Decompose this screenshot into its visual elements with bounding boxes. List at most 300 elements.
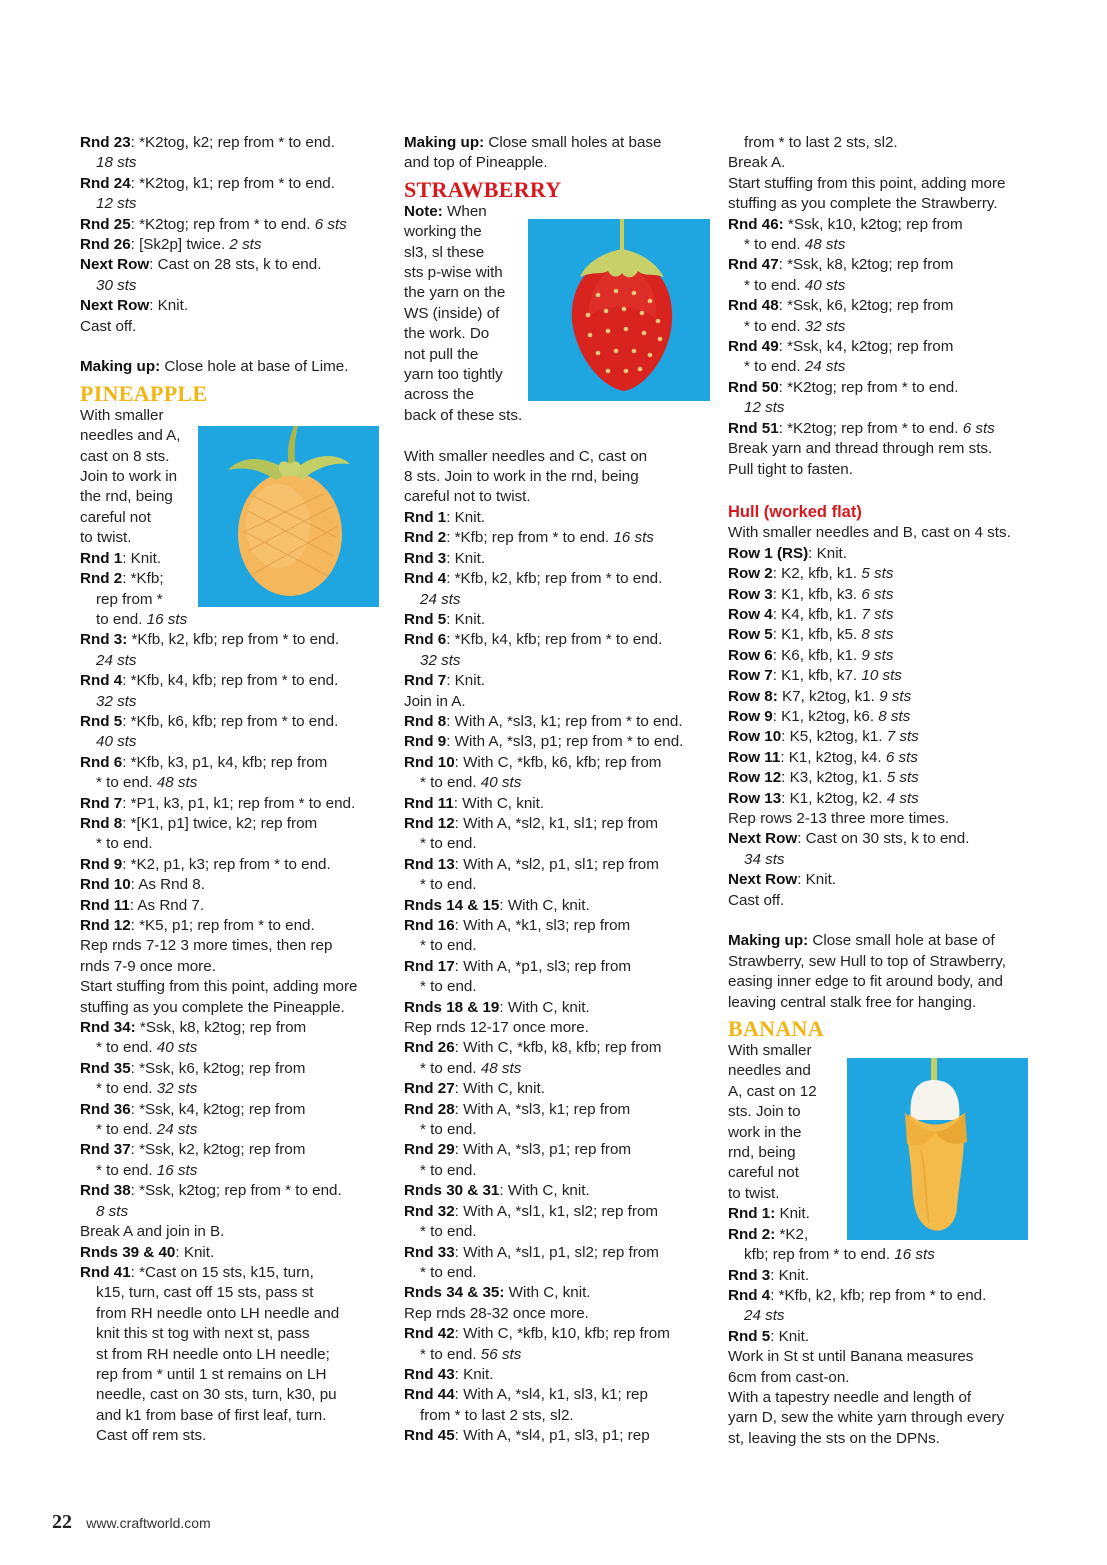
line-label: Rnd 12 — [80, 917, 131, 935]
pattern-line — [80, 610, 392, 630]
line-label: Rnd 4 — [80, 672, 123, 690]
line-label: Rnd 47 — [728, 256, 779, 274]
line-label: Row 6 — [728, 646, 773, 664]
pattern-line — [80, 406, 392, 426]
pattern-line — [728, 993, 1038, 1013]
line-text: careful not — [728, 1164, 799, 1182]
line-label: Rnd 3 — [728, 1266, 771, 1284]
line-text: With smaller needles and C, cast on — [404, 447, 648, 465]
line-text: : With C, *kfb, k10, kfb; rep from — [454, 1325, 670, 1343]
pattern-line — [728, 1327, 1038, 1347]
line-text: : Knit. — [770, 1327, 810, 1345]
line-text: sts p-wise with — [404, 264, 503, 282]
line-text: Join to work in — [80, 468, 178, 486]
pattern-line — [404, 896, 714, 916]
line-text: 6cm from cast-on. — [728, 1368, 850, 1386]
line-text: : With A, *k1, sl3; rep from — [454, 917, 631, 935]
line-text: : With C, knit. — [499, 896, 590, 914]
pattern-line — [80, 317, 392, 337]
line-text: : *K2tog, k2; rep from * to end. — [130, 134, 335, 151]
stitch-count: 2 sts — [229, 236, 262, 254]
line-text: : As Rnd 8. — [130, 876, 205, 894]
line-text: With smaller needles and B, cast on 4 sts. — [728, 524, 1011, 542]
line-text: * to end. — [420, 876, 477, 894]
line-text: A, cast on 12 — [728, 1082, 817, 1100]
line-text: : *K2tog; rep from * to end. — [130, 215, 315, 233]
pattern-line — [404, 916, 714, 936]
stitch-count: 40 sts — [804, 276, 846, 294]
line-text: : With C, knit. — [499, 1182, 590, 1200]
line-text: : Knit. — [770, 1266, 810, 1284]
line-text: yarn D, sew the white yarn through every — [728, 1409, 1005, 1427]
line-label: Rnd 1 — [404, 508, 447, 526]
line-text: Close small holes at base — [484, 134, 662, 151]
line-text: : With A, *sl3, k1; rep from — [454, 1100, 631, 1118]
line-text: : K1, kfb, k7. — [772, 667, 862, 685]
pattern-line — [404, 936, 714, 956]
line-text: : *Kfb, k2, kfb; rep from * to end. — [446, 570, 663, 588]
line-text: : With A, *sl3, k1; rep from * to end. — [446, 712, 683, 730]
line-text: : With A, *sl4, k1, sl3, k1; rep — [454, 1386, 648, 1404]
subsection-heading: Hull (worked flat) — [728, 503, 862, 522]
pattern-line — [728, 585, 1038, 605]
line-text: leaving central stalk free for hanging. — [728, 993, 977, 1011]
line-text: Rep rnds 7-12 3 more times, then rep — [80, 937, 333, 955]
pattern-line — [404, 671, 714, 691]
line-text: stuffing as you complete the Strawberry. — [728, 195, 998, 213]
line-label: Rnd 5 — [404, 610, 447, 628]
pattern-line — [80, 1202, 392, 1222]
line-text: Break yarn and thread through rem sts. — [728, 440, 993, 458]
pattern-line — [404, 487, 714, 507]
pattern-line — [728, 829, 1038, 849]
line-label: Rnd 48 — [728, 297, 779, 315]
line-text: : K5, k2tog, k1. — [781, 728, 887, 746]
pattern-line — [80, 630, 392, 650]
pattern-line — [728, 1245, 1038, 1265]
line-text: to twist. — [80, 529, 132, 547]
line-label: Rnd 4 — [404, 570, 447, 588]
pattern-line — [80, 1345, 392, 1365]
pattern-line — [728, 337, 1038, 357]
line-text: : Knit. — [175, 1243, 215, 1261]
line-label: Row 1 (RS) — [728, 544, 809, 562]
stitch-count: 24 sts — [420, 590, 461, 608]
pattern-line — [80, 215, 392, 235]
stitch-count: 32 sts — [156, 1080, 198, 1098]
line-label: Rnd 49 — [728, 338, 779, 356]
pattern-line — [404, 133, 714, 153]
line-label: Rnd 11 — [404, 794, 454, 812]
line-label: Rnd 13 — [404, 855, 455, 873]
line-text: : K1, k2tog, k6. — [772, 707, 879, 725]
line-text: * to end. — [96, 835, 153, 853]
line-label: Rnd 10 — [404, 753, 455, 771]
stitch-count: 10 sts — [861, 667, 902, 685]
line-text: : Cast on 28 sts, k to end. — [149, 256, 322, 274]
line-text: k15, turn, cast off 15 sts, pass st — [96, 1284, 314, 1302]
line-text: : With C, *kfb, k8, kfb; rep from — [454, 1039, 662, 1057]
line-label: Rnd 8 — [80, 814, 123, 832]
line-label: Row 4 — [728, 605, 773, 623]
column-right — [728, 133, 1038, 1449]
line-text: : With A, *sl3, p1; rep from — [454, 1141, 632, 1159]
line-label: Rnd 44 — [404, 1386, 455, 1404]
line-text: When — [442, 202, 487, 220]
line-label: Rnd 6 — [404, 631, 447, 649]
line-label: Rnd 12 — [404, 814, 455, 832]
line-text: : As Rnd 7. — [129, 896, 205, 914]
pattern-line — [80, 1038, 392, 1058]
line-text: : *Kfb, k3, p1, k4, kfb; rep from — [122, 753, 328, 771]
stitch-count: 32 sts — [96, 692, 137, 710]
pattern-line — [404, 1140, 714, 1160]
line-text: With smaller — [728, 1042, 812, 1060]
stitch-count: 48 sts — [804, 236, 846, 254]
line-text: st from RH needle onto LH needle; — [96, 1345, 330, 1363]
stitch-count: 4 sts — [886, 789, 919, 807]
line-text: : K6, kfb, k1. — [772, 646, 862, 664]
pattern-line — [728, 419, 1038, 439]
pattern-line — [728, 891, 1038, 911]
line-text: kfb; rep from * to end. — [744, 1246, 895, 1264]
line-text: : *Kfb, k6, kfb; rep from * to end. — [122, 712, 339, 730]
line-text: With smaller — [80, 406, 164, 424]
line-text: the work. Do — [404, 325, 490, 343]
stitch-count: 16 sts — [156, 1161, 198, 1179]
line-text: : *K2, p1, k3; rep from * to end. — [122, 855, 331, 873]
line-text: Join in A. — [404, 692, 466, 710]
pattern-line — [404, 998, 714, 1018]
pattern-line — [728, 1266, 1038, 1286]
pattern-line — [728, 357, 1038, 377]
line-label: Rnd 7 — [404, 672, 447, 690]
pattern-line — [404, 1324, 714, 1344]
line-text: : With A, *sl1, k1, sl2; rep from — [454, 1202, 659, 1220]
pattern-line — [728, 870, 1038, 890]
pattern-line — [404, 590, 714, 610]
line-text: WS (inside) of — [404, 304, 500, 322]
stitch-count: 5 sts — [886, 769, 919, 787]
pattern-line — [728, 153, 1038, 173]
line-label: Next Row — [728, 871, 798, 889]
line-text: : With A, *sl2, p1, sl1; rep from — [454, 855, 659, 873]
stitch-count: 18 sts — [96, 154, 137, 172]
line-text: * to end. — [96, 1080, 157, 1098]
pattern-line — [80, 1059, 392, 1079]
line-label: Rnd 10 — [80, 876, 131, 894]
line-text: : *Ssk, k2, k2tog; rep from — [130, 1141, 306, 1159]
line-text: from RH needle onto LH needle and — [96, 1304, 340, 1322]
pattern-line — [728, 1408, 1038, 1428]
pattern-line — [404, 610, 714, 630]
pattern-line — [728, 727, 1038, 747]
line-label: Rnd 26 — [404, 1039, 455, 1057]
stitch-count: 6 sts — [314, 215, 347, 233]
line-text: Close hole at base of Lime. — [160, 358, 349, 376]
pattern-line — [728, 666, 1038, 686]
column-left — [80, 133, 392, 1447]
website-link[interactable]: www.craftworld.com — [86, 1515, 211, 1531]
stitch-count: 30 sts — [96, 276, 137, 294]
pattern-line — [404, 875, 714, 895]
pattern-line — [404, 794, 714, 814]
line-label: Rnd 2 — [404, 529, 447, 547]
stitch-count: 8 sts — [861, 626, 894, 644]
pattern-line — [80, 855, 392, 875]
line-label: Row 13 — [728, 789, 782, 807]
line-label: Row 3 — [728, 585, 773, 603]
line-text: needle, cast on 30 sts, turn, k30, pu — [96, 1386, 337, 1404]
pattern-line — [404, 1243, 714, 1263]
pattern-line — [80, 357, 392, 377]
line-text: st, leaving the sts on the DPNs. — [728, 1429, 940, 1447]
line-text: Work in St st until Banana measures — [728, 1348, 974, 1366]
pattern-line — [728, 646, 1038, 666]
line-label: Rnd 5 — [80, 712, 123, 730]
line-label: Rnd 34: — [80, 1019, 136, 1037]
line-label: Rnd 45 — [404, 1427, 455, 1445]
line-label: Rnd 11 — [80, 896, 130, 914]
pattern-line — [80, 977, 392, 997]
pattern-line — [80, 814, 392, 834]
line-text: : With C, *kfb, k6, kfb; rep from — [454, 753, 662, 771]
pattern-line — [404, 1038, 714, 1058]
pattern-line — [728, 378, 1038, 398]
line-label: Row 2 — [728, 565, 773, 583]
strawberry-photo — [528, 219, 710, 401]
line-label: Rnds 30 & 31 — [404, 1182, 500, 1200]
line-label: Rnd 2: — [728, 1225, 776, 1243]
spacer — [404, 426, 714, 446]
line-label: Next Row — [80, 297, 150, 315]
stitch-count: 7 sts — [861, 605, 894, 623]
line-label: Rnd 46: — [728, 215, 784, 233]
line-text: work in the — [728, 1123, 802, 1141]
pattern-line — [80, 1406, 392, 1426]
line-text: : *K2tog; rep from * to end. — [778, 419, 963, 437]
line-text: yarn too tightly — [404, 366, 503, 384]
line-text: rnd, being — [728, 1144, 796, 1162]
pattern-line — [728, 687, 1038, 707]
pattern-line — [728, 460, 1038, 480]
pattern-line — [728, 1388, 1038, 1408]
pattern-line — [728, 1347, 1038, 1367]
line-label: Rnd 35 — [80, 1059, 131, 1077]
line-text: : *Kfb, k4, kfb; rep from * to end. — [122, 672, 339, 690]
pattern-line — [80, 1365, 392, 1385]
line-label: Rnd 5 — [728, 1327, 771, 1345]
line-label: Rnd 23 — [80, 134, 131, 151]
line-label: Rnd 32 — [404, 1202, 455, 1220]
line-label: Rnd 36 — [80, 1100, 131, 1118]
stitch-count: 8 sts — [96, 1202, 129, 1220]
line-text: * to end. — [420, 1161, 477, 1179]
pattern-line — [80, 957, 392, 977]
line-text: : Knit. — [446, 610, 486, 628]
pattern-line — [728, 625, 1038, 645]
line-text: : Knit. — [149, 297, 189, 315]
stitch-count: 6 sts — [885, 748, 918, 766]
pattern-line — [404, 447, 714, 467]
stitch-count: 7 sts — [886, 728, 919, 746]
banana-photo — [847, 1058, 1028, 1240]
pattern-line — [404, 773, 714, 793]
pattern-line — [404, 1222, 714, 1242]
pattern-line — [404, 1018, 714, 1038]
pattern-line — [404, 1385, 714, 1405]
pattern-line — [404, 732, 714, 752]
line-text: : With A, *sl4, p1, sl3, p1; rep — [454, 1427, 650, 1445]
line-text: not pull the — [404, 345, 479, 363]
line-label: Rnds 14 & 15 — [404, 896, 500, 914]
line-text: : K4, kfb, k1. — [772, 605, 862, 623]
line-text: sts. Join to — [728, 1103, 801, 1121]
line-text: : K1, kfb, k5. — [772, 626, 862, 644]
pattern-line — [80, 671, 392, 691]
pattern-line — [728, 439, 1038, 459]
line-label: Row 10 — [728, 728, 782, 746]
line-label: Rnds 18 & 19 — [404, 998, 500, 1016]
spacer — [80, 337, 392, 357]
line-text: careful not — [80, 508, 151, 526]
pattern-line — [728, 1306, 1038, 1326]
line-text: from * to last 2 sts, sl2. — [420, 1406, 574, 1424]
line-text: * to end. — [420, 937, 477, 955]
section-heading: BANANA — [728, 1016, 824, 1042]
pattern-line — [404, 153, 714, 173]
pattern-line — [80, 936, 392, 956]
line-label: Rnd 9 — [404, 733, 447, 751]
pattern-line — [404, 1345, 714, 1365]
line-text: Start stuffing from this point, adding more — [728, 174, 1006, 192]
pattern-line — [80, 1120, 392, 1140]
line-text: easing inner edge to fit around body, and — [728, 973, 1003, 991]
line-text: * to end. — [420, 1121, 477, 1139]
pattern-line — [404, 712, 714, 732]
line-text: * to end. — [744, 236, 805, 254]
line-text: Strawberry, sew Hull to top of Strawberry, — [728, 952, 1006, 970]
line-text: : Knit. — [446, 672, 486, 690]
pattern-line — [728, 707, 1038, 727]
pattern-line — [80, 1161, 392, 1181]
pattern-line — [728, 235, 1038, 255]
pattern-line — [728, 174, 1038, 194]
pattern-line — [728, 1429, 1038, 1449]
line-text: : Knit. — [797, 871, 837, 889]
line-text: : *Ssk, k6, k2tog; rep from — [778, 297, 954, 315]
line-label: Row 7 — [728, 667, 773, 685]
stitch-count: 12 sts — [744, 399, 785, 417]
pattern-line — [404, 569, 714, 589]
line-label: Rnd 6 — [80, 753, 123, 771]
line-text: Pull tight to fasten. — [728, 460, 853, 478]
line-label: Note: — [404, 202, 443, 220]
line-text: * to end. — [420, 1223, 477, 1241]
line-label: Rnd 43 — [404, 1365, 455, 1383]
line-label: Rnd 1: — [728, 1205, 776, 1223]
line-text: to twist. — [728, 1184, 780, 1202]
line-text: : *K5, p1; rep from * to end. — [130, 917, 315, 935]
pattern-line — [80, 153, 392, 173]
pattern-line — [80, 296, 392, 316]
line-text: *Ssk, k10, k2tog; rep from — [783, 215, 963, 233]
line-text: Cast off rem sts. — [96, 1427, 207, 1445]
line-text: Knit. — [775, 1205, 810, 1223]
line-text: : *Kfb, k2, kfb; rep from * to end. — [770, 1286, 987, 1304]
page-number: 22 — [52, 1511, 72, 1533]
pattern-line — [404, 651, 714, 671]
line-text: Break A and join in B. — [80, 1223, 225, 1241]
pattern-line — [80, 753, 392, 773]
stitch-count: 24 sts — [156, 1121, 198, 1139]
line-text: : *Ssk, k6, k2tog; rep from — [130, 1059, 306, 1077]
pattern-line — [728, 605, 1038, 625]
line-text: : K3, k2tog, k1. — [781, 769, 887, 787]
stitch-count: 9 sts — [879, 687, 912, 705]
stitch-count: 32 sts — [420, 651, 461, 669]
line-label: Rnd 25 — [80, 215, 131, 233]
pattern-line — [80, 1243, 392, 1263]
stitch-count: 8 sts — [878, 707, 911, 725]
line-text: rep from * until 1 st remains on LH — [96, 1365, 327, 1383]
line-text: * to end. — [744, 358, 805, 376]
line-text: : *[K1, p1] twice, k2; rep from — [122, 814, 318, 832]
line-text: * to end. — [96, 774, 157, 792]
line-label: Making up: — [404, 134, 485, 151]
stitch-count: 56 sts — [480, 1345, 522, 1363]
line-text: : With C, knit. — [454, 1080, 545, 1098]
pattern-line — [728, 255, 1038, 275]
line-text: * to end. — [744, 317, 805, 335]
line-text: With C, knit. — [504, 1284, 591, 1302]
pattern-line — [404, 855, 714, 875]
pattern-line — [404, 467, 714, 487]
line-text: * to end. — [96, 1121, 157, 1139]
pattern-line — [404, 1161, 714, 1181]
pattern-line — [80, 896, 392, 916]
stitch-count: 48 sts — [156, 774, 198, 792]
line-text: * to end. — [744, 276, 805, 294]
pattern-line — [80, 692, 392, 712]
line-text: : Knit. — [454, 1365, 494, 1383]
stitch-count: 16 sts — [613, 529, 654, 547]
pattern-line — [80, 732, 392, 752]
line-text: Cast off. — [80, 317, 137, 335]
pattern-line — [404, 1181, 714, 1201]
pattern-line — [728, 972, 1038, 992]
pattern-line — [728, 768, 1038, 788]
line-label: Row 8: — [728, 687, 778, 705]
pattern-line — [80, 174, 392, 194]
line-text: 8 sts. Join to work in the rnd, being — [404, 468, 639, 486]
line-text: * to end. — [96, 1039, 157, 1057]
line-label: Rnd 7 — [80, 794, 123, 812]
line-label: Next Row — [80, 256, 150, 274]
line-label: Rnd 4 — [728, 1286, 771, 1304]
pattern-line — [728, 276, 1038, 296]
line-text: rep from * — [96, 590, 163, 608]
pattern-line — [728, 931, 1038, 951]
line-text: : *Kfb, k4, kfb; rep from * to end. — [446, 631, 663, 649]
pattern-line — [80, 1222, 392, 1242]
line-text: : *K2tog; rep from * to end. — [778, 378, 959, 396]
pattern-line — [80, 1181, 392, 1201]
pattern-line — [728, 194, 1038, 214]
pattern-line — [404, 1120, 714, 1140]
line-text: : *K2tog, k1; rep from * to end. — [130, 174, 335, 192]
stitch-count: 24 sts — [804, 358, 846, 376]
